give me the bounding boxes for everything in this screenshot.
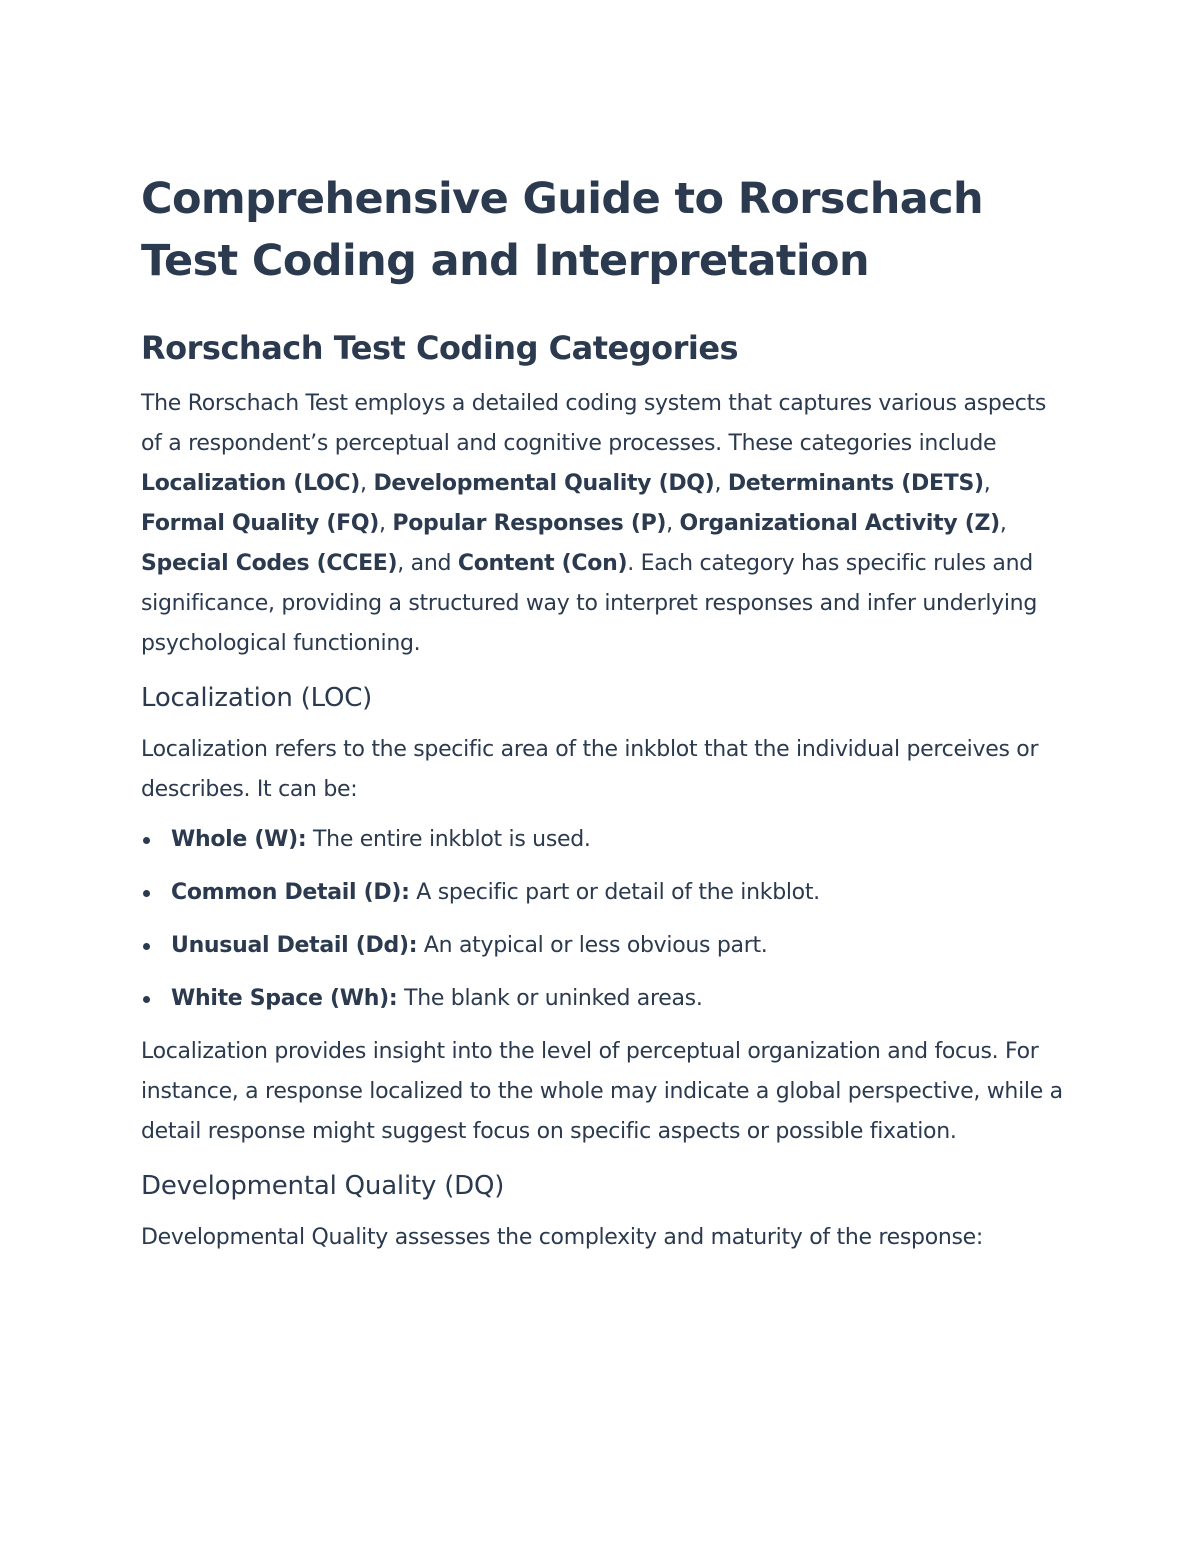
bullet-icon (143, 837, 150, 844)
developmental-quality-intro: Developmental Quality assesses the complexity and maturity of the response: (141, 1225, 984, 1250)
intro-paragraph: The Rorschach Test employs a detailed coding system that captures various aspects of a respondent’s perceptual and cognitive processes. These categories include Localization (LOC), Developmental Quality (DQ), Determinants (DETS), Formal Quality (FQ), Popular Responses (P), Organizational Activity (Z), Special Codes (CCEE), and Content (Con). Each category has specific rules and significance, providing a structured way to interpret responses and infer underlying psychological functioning. (141, 391, 1047, 656)
list-item: Common Detail (D): A specific part or detail of the inkblot. (141, 873, 1071, 913)
localization-summary: Localization provides insight into the level of perceptual organization and focus. For instance, a response localized to the whole may indicate a global perspective, while a detail response might suggest focus on specific aspects or possible fixation. (141, 1039, 1063, 1144)
bullet-icon (143, 890, 150, 897)
bullet-icon (143, 996, 150, 1003)
localization-heading: Localization (LOC) (141, 683, 373, 713)
title-line-1: Comprehensive Guide to Rorschach (141, 174, 984, 224)
term-determinants: Determinants (DETS) (727, 471, 984, 496)
term-organizational-activity: Organizational Activity (Z) (679, 511, 1000, 536)
term-content: Content (Con) (457, 551, 628, 576)
term-developmental-quality: Developmental Quality (DQ) (373, 471, 715, 496)
localization-intro: Localization refers to the specific area of the inkblot that the individual perceives or describes. It can be: (141, 737, 1039, 802)
document-title (141, 168, 1071, 292)
term-popular-responses: Popular Responses (P) (392, 511, 667, 536)
localization-list (141, 820, 1071, 1019)
term-formal-quality: Formal Quality (FQ) (141, 511, 380, 536)
term-localization: Localization (LOC) (141, 471, 361, 496)
list-item: Whole (W): The entire inkblot is used. (141, 820, 1071, 860)
title-line-2: Test Coding and Interpretation (141, 236, 869, 286)
term-special-codes: Special Codes (CCEE) (141, 551, 398, 576)
bullet-icon (143, 943, 150, 950)
developmental-quality-heading: Developmental Quality (DQ) (141, 1171, 505, 1201)
section-heading: Rorschach Test Coding Categories (141, 329, 739, 367)
list-item: Unusual Detail (Dd): An atypical or less obvious part. (141, 926, 1071, 966)
document-page (141, 168, 1071, 1258)
list-item: White Space (Wh): The blank or uninked areas. (141, 979, 1071, 1019)
